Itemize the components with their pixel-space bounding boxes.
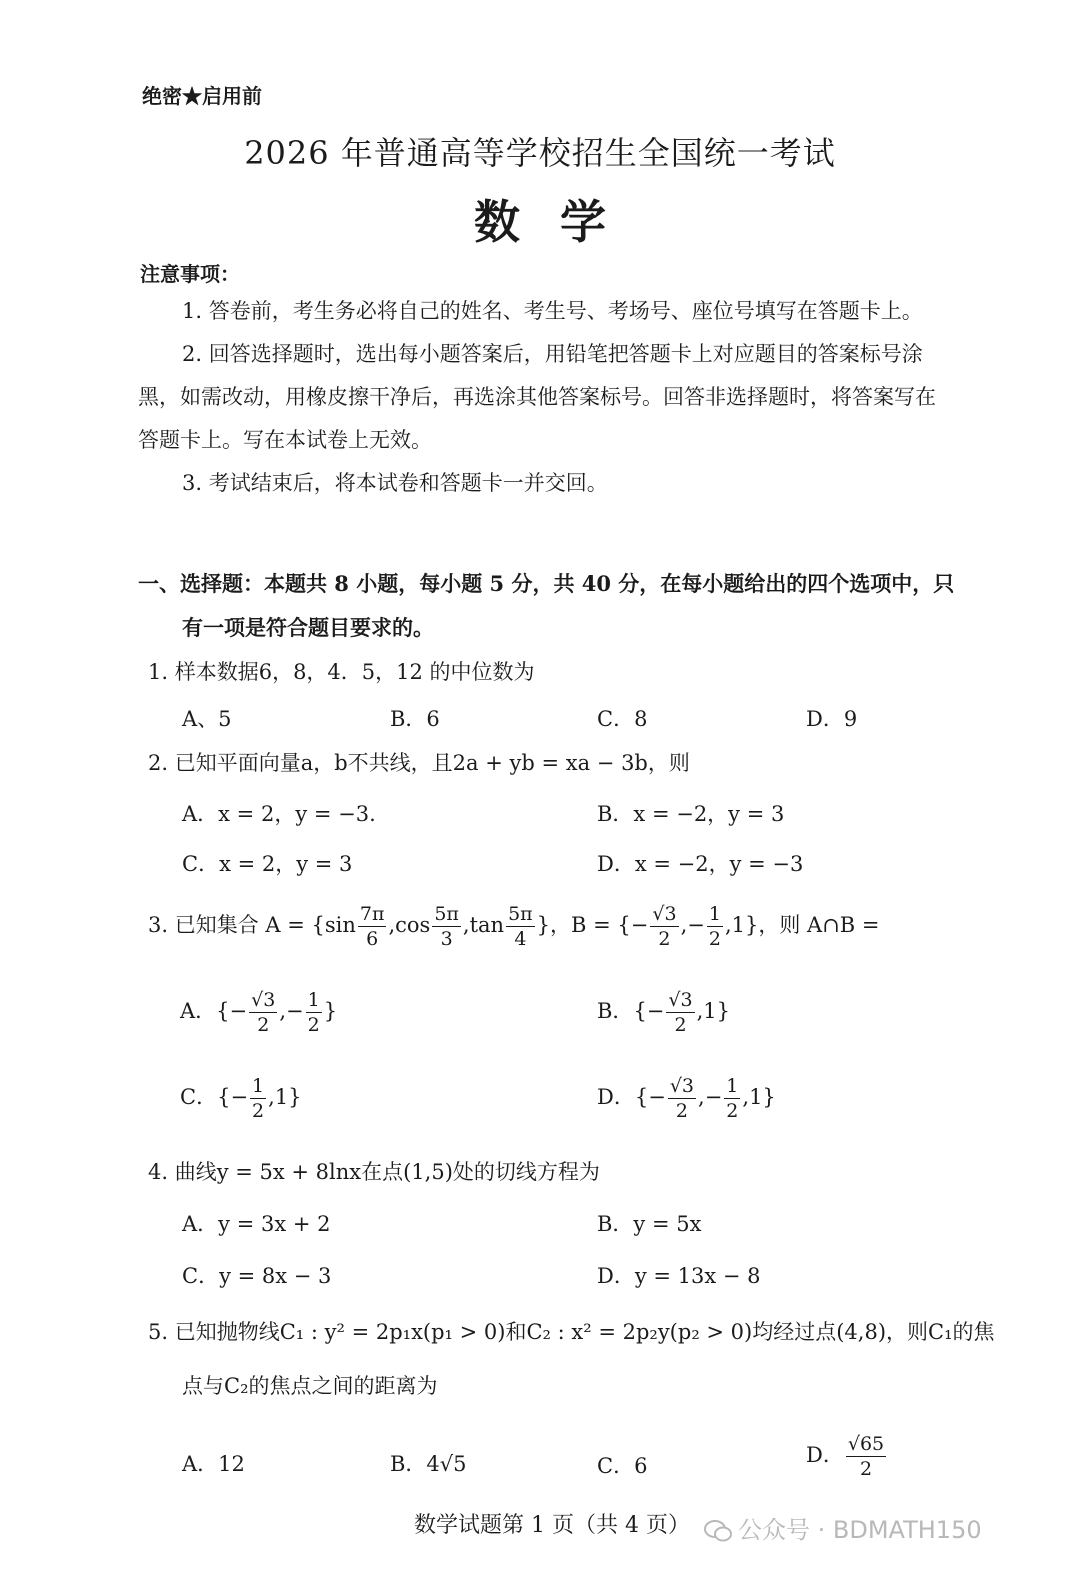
question-1-option-d: D．9	[806, 707, 858, 731]
question-5-stem-line2: 点与C₂的焦点之间的距离为	[182, 1374, 438, 1398]
section-heading-line2: 有一项是符合题目要求的。	[182, 615, 434, 640]
q3-frac-7pi-6: $\frac{7\pi}{6}$	[359, 903, 385, 950]
q3-text-a: 3. 已知集合 A = {sin	[148, 913, 356, 937]
question-1-option-b: B．6	[390, 707, 440, 731]
question-4-option-b: B．y = 5x	[597, 1212, 702, 1236]
question-4-stem: 4. 曲线y = 5x + 8lnx在点(1,5)处的切线方程为	[148, 1160, 600, 1184]
watermark-text: 公众号 · BDMATH150	[738, 1516, 982, 1544]
notice-item-2-line2: 黑，如需改动，用橡皮擦干净后，再选涂其他答案标号。回答非选择题时，将答案写在	[138, 385, 936, 409]
question-1-option-a: A、5	[182, 707, 232, 731]
q3-frac-1-2: $\frac{1}{2}$	[708, 903, 721, 950]
q3-frac-sqrt3-2: $\frac{√3}{2}$	[652, 903, 677, 950]
confidential-label: 绝密★启用前	[142, 84, 262, 108]
exam-title: 2026 年普通高等学校招生全国统一考试	[244, 134, 836, 172]
question-3-option-d: D．{− $\frac{√3}{2}$ ,− $\frac{1}{2}$ ,1}	[597, 1075, 776, 1122]
watermark	[704, 1510, 982, 1545]
question-5-stem-line1: 5. 已知抛物线C₁ : y² = 2p₁x(p₁ > 0)和C₂ : x² = 2p₂y(p₂ > 0)均经过点(4,8)，则C₁的焦	[148, 1320, 995, 1344]
q3-tan: ,tan	[462, 913, 505, 937]
question-2-stem: 2. 已知平面向量a，b不共线，且2a + yb = xa − 3b，则	[148, 751, 690, 775]
question-3-option-c: C．{− $\frac{1}{2}$ ,1}	[180, 1075, 302, 1122]
q3-frac-5pi-3: $\frac{5\pi}{3}$	[434, 903, 459, 950]
question-2-option-c: C．x = 2，y = 3	[182, 852, 353, 876]
question-3-stem	[148, 902, 879, 951]
subject-title: 数学	[474, 195, 646, 249]
question-5-option-a: A．12	[182, 1452, 245, 1476]
notice-item-2-line1: 2. 回答选择题时，选出每小题答案后，用铅笔把答题卡上对应题目的答案标号涂	[182, 342, 923, 366]
notice-item-1: 1. 答卷前，考生务必将自己的姓名、考生号、考场号、座位号填写在答题卡上。	[182, 299, 923, 323]
question-4-option-c: C．y = 8x − 3	[182, 1264, 332, 1288]
q3-cos: ,cos	[388, 913, 431, 937]
question-3-option-b: B．{− $\frac{√3}{2}$ ,1}	[597, 989, 731, 1036]
question-5-option-b: B．4√5	[390, 1452, 467, 1476]
q3-frac-5pi-4: $\frac{5\pi}{4}$	[508, 903, 533, 950]
notice-item-3: 3. 考试结束后，将本试卷和答题卡一并交回。	[182, 471, 608, 495]
question-4-option-d: D．y = 13x − 8	[597, 1264, 761, 1288]
q3-text-b: }，B = {−	[536, 913, 649, 937]
question-5-option-d: D． $\frac{√65}{2}$	[806, 1433, 885, 1480]
question-2-option-d: D．x = −2，y = −3	[597, 852, 804, 876]
notice-item-2-line3: 答题卡上。写在本试卷上无效。	[138, 428, 432, 452]
page-footer: 数学试题第 1 页（共 4 页）	[414, 1513, 690, 1538]
q3-sep: ,−	[680, 913, 705, 937]
question-1-option-c: C．8	[597, 707, 648, 731]
q3-text-c: ,1}，则 A∩B =	[724, 913, 880, 937]
notice-heading: 注意事项：	[140, 262, 240, 286]
section-heading-line1: 一、选择题：本题共 8 小题，每小题 5 分，共 40 分，在每小题给出的四个选项中，只	[138, 571, 955, 596]
question-4-option-a: A．y = 3x + 2	[182, 1212, 331, 1236]
question-2-option-a: A．x = 2，y = −3.	[182, 802, 376, 826]
question-3-option-a: A．{− $\frac{√3}{2}$ ,− $\frac{1}{2}$ }	[180, 989, 338, 1036]
wechat-icon	[704, 1520, 732, 1542]
question-1-stem: 1. 样本数据6，8，4．5，12 的中位数为	[148, 660, 535, 684]
question-2-option-b: B．x = −2，y = 3	[597, 802, 785, 826]
question-5-option-c: C．6	[597, 1454, 648, 1478]
